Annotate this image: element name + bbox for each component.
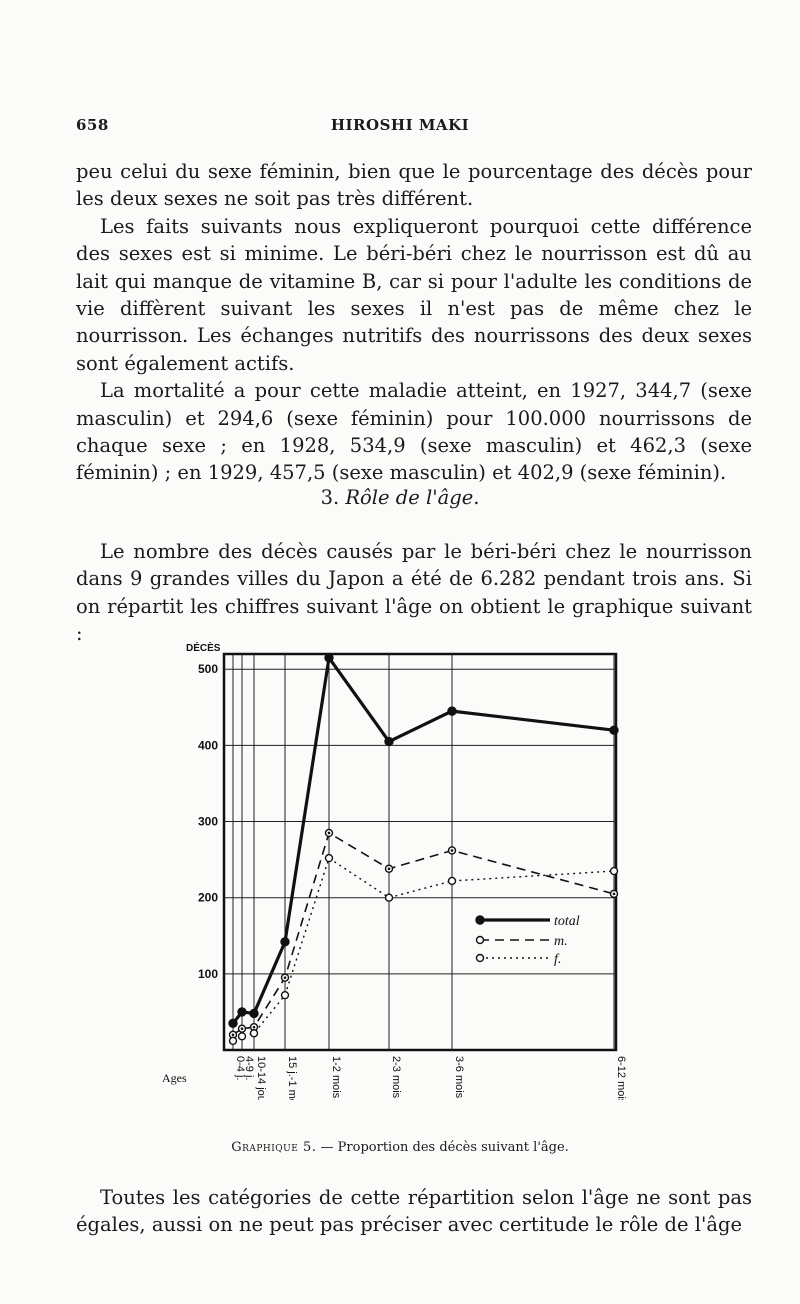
- data-point: [250, 1009, 258, 1017]
- y-tick-label: 100: [197, 966, 218, 981]
- data-point: [282, 992, 289, 999]
- data-point: [238, 1008, 246, 1016]
- paragraph: Le nombre des décès causés par le béri-béri chez le nourrisson dans 9 grandes villes du Japon a été de 6.282 pendant trois ans. Si on répartit les chiffres suivant l'âge on obtient le graphique suivant :: [76, 540, 752, 646]
- x-tick-label: 4-9 j.: [243, 1056, 255, 1081]
- data-point-center: [388, 867, 391, 870]
- text-block-top: [76, 158, 752, 487]
- paragraph: La mortalité a pour cette maladie atteint, en 1927, 344,7 (sexe masculin) et 294,6 (sexe féminin) pour 100.000 nourrissons de chaque sexe ; en 1928, 534,9 (sexe masculin) et 462,3 (sexe féminin) ; en 1929, 457,5 (sexe masculin) et 402,9 (sexe féminin).: [76, 379, 752, 485]
- y-tick-label: 200: [197, 890, 218, 905]
- paragraph: Les faits suivants nous expliqueront pourquoi cette différence des sexes est si minime. Le béri-béri chez le nourrisson est dû au lait qui manque de vitamine B, car si pour l'adulte les conditions de vie diffèrent suivant les sexes il n'est pas de même chez le nourrisson. Les échanges nutritifs des nourrissons des deux sexes sont également actifs.: [76, 214, 752, 375]
- legend-marker: [476, 916, 484, 924]
- data-point-center: [613, 893, 616, 896]
- section-title: Rôle de l'âge.: [345, 486, 480, 509]
- data-point-center: [253, 1026, 256, 1029]
- data-point: [230, 1037, 237, 1044]
- data-point: [229, 1019, 237, 1027]
- x-tick-label: 2-3 mois: [390, 1056, 402, 1099]
- data-point: [251, 1030, 258, 1037]
- x-tick-label: 3-6 mois: [453, 1056, 465, 1099]
- data-point: [385, 738, 393, 746]
- series-line-total: [233, 658, 614, 1024]
- plot-frame: [224, 654, 616, 1050]
- page-number: 658: [76, 116, 109, 134]
- line-chart: [150, 630, 650, 1100]
- chart: [150, 630, 650, 1100]
- legend-label: m.: [554, 934, 568, 949]
- figure-caption: [0, 1140, 800, 1155]
- legend-marker: [477, 955, 484, 962]
- y-axis-label: DÉCÈS: [186, 643, 221, 654]
- data-point: [326, 855, 333, 862]
- y-tick-label: 400: [197, 738, 218, 753]
- data-point: [325, 654, 333, 662]
- data-point: [611, 868, 618, 875]
- section-heading: [0, 486, 800, 509]
- y-tick-label: 500: [197, 662, 218, 677]
- legend-label: f.: [554, 952, 562, 967]
- paragraph: Toutes les catégories de cette répartition selon l'âge ne sont pas égales, aussi on ne peut pas préciser avec certitude le rôle de l'âge: [76, 1186, 752, 1237]
- caption-label: Graphique 5.: [231, 1140, 317, 1155]
- text-block-bottom: [76, 1184, 752, 1239]
- data-point: [449, 877, 456, 884]
- legend-label: total: [554, 914, 580, 929]
- data-point: [610, 726, 618, 734]
- x-tick-label: 0-4 j.: [234, 1056, 246, 1081]
- x-tick-label: 1-2 mois: [330, 1056, 342, 1099]
- y-tick-label: 300: [197, 814, 218, 829]
- data-point: [281, 938, 289, 946]
- paragraph: peu celui du sexe féminin, bien que le pourcentage des décès pour les deux sexes ne soit pas très différent.: [76, 160, 752, 211]
- data-point-center: [451, 849, 454, 852]
- data-point: [448, 707, 456, 715]
- x-axis-label: Ages: [162, 1071, 187, 1085]
- legend-marker: [477, 937, 484, 944]
- series-line-f: [233, 858, 614, 1041]
- data-point-center: [241, 1027, 244, 1030]
- data-point-center: [232, 1033, 235, 1036]
- data-point: [239, 1033, 246, 1040]
- data-point-center: [284, 976, 287, 979]
- x-tick-label: 6-12 mois: [615, 1056, 627, 1100]
- caption-text: — Proportion des décès suivant l'âge.: [320, 1140, 569, 1155]
- data-point: [386, 894, 393, 901]
- data-point-center: [328, 832, 331, 835]
- x-tick-label: 10-14 jours: [255, 1056, 267, 1100]
- section-number: 3.: [320, 486, 340, 509]
- x-tick-label: 15 j.-1 mois: [286, 1056, 298, 1100]
- running-title: HIROSHI MAKI: [330, 116, 470, 134]
